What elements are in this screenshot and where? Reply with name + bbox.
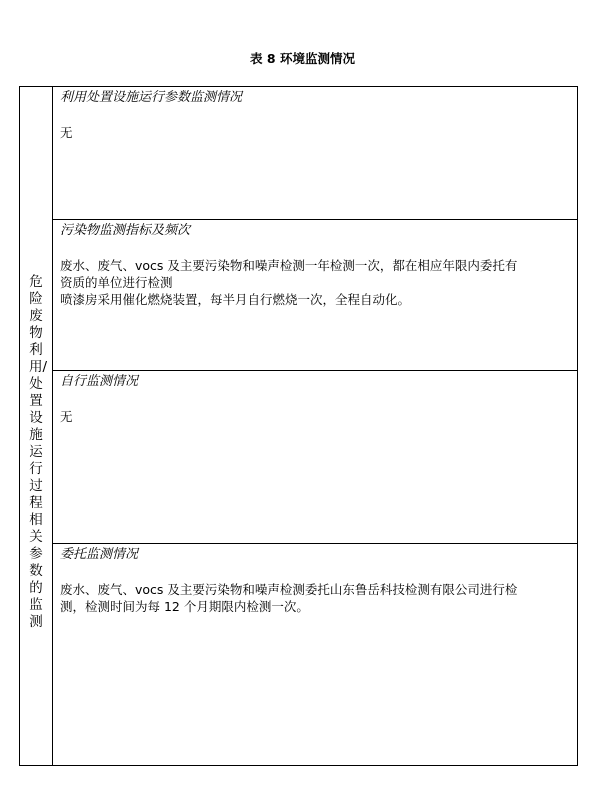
side-header-cell xyxy=(20,87,53,765)
section-title: 利用处置设施运行参数监测情况 xyxy=(60,90,243,105)
section-body xyxy=(60,124,571,141)
side-header-label: 危险废物利用/处置设施运行过程相关参数的监测 xyxy=(29,274,48,630)
section-body xyxy=(60,408,571,425)
section-line: 资质的单位进行检测 xyxy=(60,275,173,290)
section-line: 废水、废气、vocs 及主要污染物和噪声检测委托山东鲁岳科技检测有限公司进行检 xyxy=(60,582,518,597)
section-title: 自行监测情况 xyxy=(60,374,139,389)
section-body xyxy=(60,257,571,308)
section-body xyxy=(60,581,571,615)
section-line: 无 xyxy=(60,125,73,140)
section-title: 委托监测情况 xyxy=(60,547,139,562)
section-title: 污染物监测指标及频次 xyxy=(60,223,191,238)
section-line: 无 xyxy=(60,409,73,424)
section-self-monitoring xyxy=(53,371,577,544)
section-facility-parameters xyxy=(53,87,577,220)
section-line: 测，检测时间为每 12 个月期限内检测一次。 xyxy=(60,599,309,614)
section-pollutant-indicators xyxy=(53,220,577,371)
section-commissioned-monitoring xyxy=(53,544,577,765)
page-title: 表 8 环境监测情况 xyxy=(250,51,355,66)
monitoring-table xyxy=(19,86,578,766)
section-line: 喷漆房采用催化燃烧装置，每半月自行燃烧一次，全程自动化。 xyxy=(60,292,411,307)
section-line: 废水、废气、vocs 及主要污染物和噪声检测一年检测一次，都在相应年限内委托有 xyxy=(60,258,518,273)
